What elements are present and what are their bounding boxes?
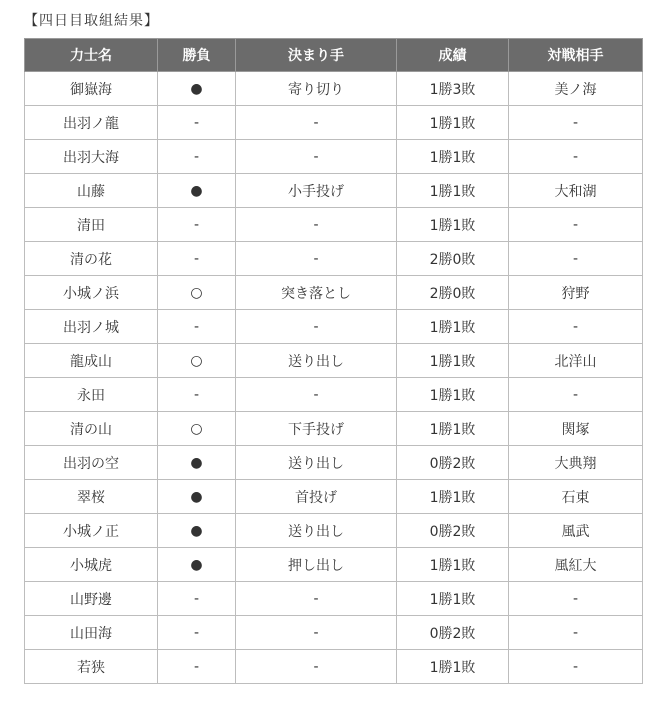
wrestler-name-cell: 小城ノ正 [25,514,158,548]
record-cell: 1勝1敗 [397,412,509,446]
header-wrestler-name: 力士名 [25,39,158,72]
table-row [25,378,643,412]
opponent-cell: 狩野 [509,276,643,310]
wrestler-name-cell: 永田 [25,378,158,412]
record-cell: 0勝2敗 [397,616,509,650]
header-win-loss: 勝負 [158,39,236,72]
technique-cell: 突き落とし [236,276,397,310]
wrestler-name-cell: 出羽ノ龍 [25,106,158,140]
wrestler-name-cell: 清田 [25,208,158,242]
opponent-cell: 北洋山 [509,344,643,378]
wrestler-name-cell: 若狭 [25,650,158,684]
win-loss-cell: - [158,378,236,412]
table-row [25,548,643,582]
opponent-cell: 関塚 [509,412,643,446]
header-winning-technique: 決まり手 [236,39,397,72]
wrestler-name-cell: 小城虎 [25,548,158,582]
technique-cell: - [236,242,397,276]
opponent-cell: - [509,106,643,140]
table-row [25,616,643,650]
table-row [25,208,643,242]
opponent-cell: 大和湖 [509,174,643,208]
table-row [25,446,643,480]
opponent-cell: - [509,650,643,684]
win-loss-cell: ○ [158,344,236,378]
table-row [25,310,643,344]
win-loss-cell: ● [158,72,236,106]
win-loss-cell: ○ [158,276,236,310]
table-row [25,72,643,106]
record-cell: 1勝3敗 [397,72,509,106]
header-opponent: 対戦相手 [509,39,643,72]
win-loss-cell: - [158,106,236,140]
table-row [25,650,643,684]
wrestler-name-cell: 翠桜 [25,480,158,514]
technique-cell: 下手投げ [236,412,397,446]
opponent-cell: - [509,140,643,174]
wrestler-name-cell: 出羽大海 [25,140,158,174]
technique-cell: 送り出し [236,514,397,548]
opponent-cell: - [509,616,643,650]
technique-cell: - [236,650,397,684]
wrestler-name-cell: 龍成山 [25,344,158,378]
technique-cell: 押し出し [236,548,397,582]
record-cell: 1勝1敗 [397,174,509,208]
technique-cell: - [236,582,397,616]
table-row [25,140,643,174]
record-cell: 0勝2敗 [397,514,509,548]
table-row [25,412,643,446]
bout-results-table [24,38,643,684]
wrestler-name-cell: 山田海 [25,616,158,650]
opponent-cell: - [509,378,643,412]
record-cell: 1勝1敗 [397,650,509,684]
win-loss-cell: ● [158,514,236,548]
wrestler-name-cell: 清の花 [25,242,158,276]
win-loss-cell: ○ [158,412,236,446]
win-loss-cell: ● [158,480,236,514]
opponent-cell: - [509,242,643,276]
results-caption: 【四日目取組結果】 [24,13,159,29]
opponent-cell: 美ノ海 [509,72,643,106]
record-cell: 0勝2敗 [397,446,509,480]
technique-cell: - [236,140,397,174]
table-row [25,276,643,310]
record-cell: 1勝1敗 [397,344,509,378]
technique-cell: - [236,106,397,140]
record-cell: 1勝1敗 [397,548,509,582]
technique-cell: 小手投げ [236,174,397,208]
record-cell: 1勝1敗 [397,582,509,616]
win-loss-cell: ● [158,174,236,208]
table-row [25,582,643,616]
wrestler-name-cell: 山藤 [25,174,158,208]
wrestler-name-cell: 小城ノ浜 [25,276,158,310]
table-header [25,39,643,72]
record-cell: 1勝1敗 [397,310,509,344]
record-cell: 2勝0敗 [397,276,509,310]
win-loss-cell: - [158,582,236,616]
technique-cell: - [236,616,397,650]
win-loss-cell: - [158,616,236,650]
table-row [25,106,643,140]
header-record: 成績 [397,39,509,72]
table-row [25,242,643,276]
table-body [25,72,643,684]
win-loss-cell: ● [158,446,236,480]
opponent-cell: 風武 [509,514,643,548]
opponent-cell: - [509,208,643,242]
record-cell: 1勝1敗 [397,106,509,140]
opponent-cell: 大典翔 [509,446,643,480]
table-row [25,344,643,378]
opponent-cell: 風紅大 [509,548,643,582]
technique-cell: 送り出し [236,344,397,378]
technique-cell: 首投げ [236,480,397,514]
record-cell: 1勝1敗 [397,208,509,242]
technique-cell: - [236,378,397,412]
win-loss-cell: - [158,310,236,344]
wrestler-name-cell: 山野邊 [25,582,158,616]
table-row [25,174,643,208]
header-row [25,39,643,72]
record-cell: 1勝1敗 [397,378,509,412]
technique-cell: - [236,310,397,344]
win-loss-cell: - [158,242,236,276]
record-cell: 1勝1敗 [397,140,509,174]
opponent-cell: - [509,582,643,616]
record-cell: 2勝0敗 [397,242,509,276]
wrestler-name-cell: 出羽の空 [25,446,158,480]
technique-cell: 送り出し [236,446,397,480]
record-cell: 1勝1敗 [397,480,509,514]
table-row [25,514,643,548]
opponent-cell: 石東 [509,480,643,514]
table-row [25,480,643,514]
technique-cell: - [236,208,397,242]
win-loss-cell: - [158,208,236,242]
win-loss-cell: ● [158,548,236,582]
wrestler-name-cell: 御嶽海 [25,72,158,106]
wrestler-name-cell: 出羽ノ城 [25,310,158,344]
technique-cell: 寄り切り [236,72,397,106]
wrestler-name-cell: 清の山 [25,412,158,446]
opponent-cell: - [509,310,643,344]
win-loss-cell: - [158,140,236,174]
win-loss-cell: - [158,650,236,684]
